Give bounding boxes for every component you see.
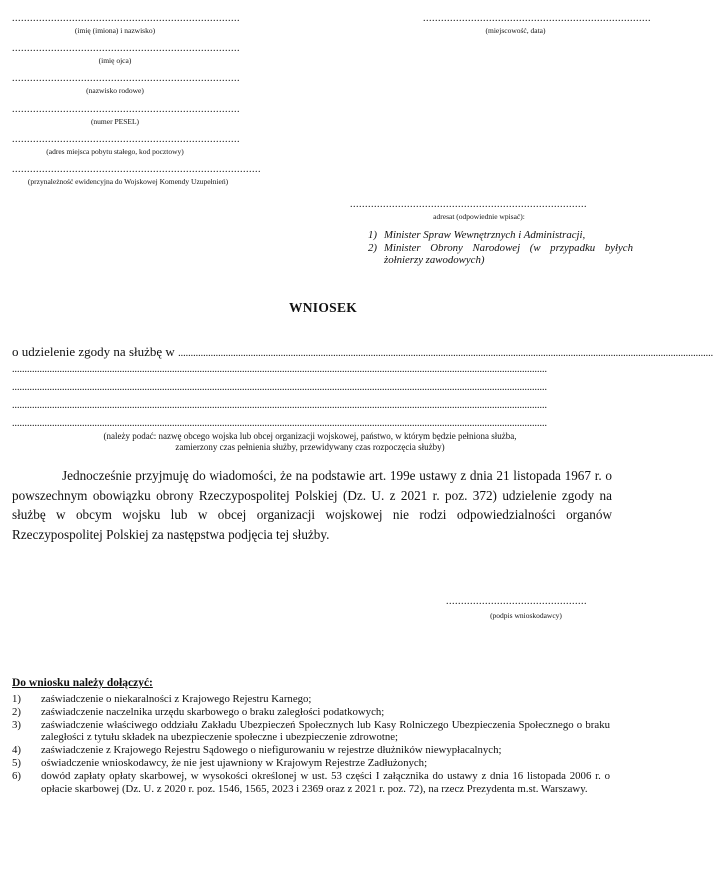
father-name-field[interactable]: ............................................................................ xyxy=(12,43,240,54)
attachment-number: 4) xyxy=(12,744,21,757)
place-date-field[interactable]: ............................................................................ xyxy=(423,13,651,24)
attachment-item xyxy=(12,744,610,757)
attachment-text: zaświadczenie z Krajowego Rejestru Sądowego o niefigurowaniu w rejestrze dłużników niewypłacalnych; xyxy=(41,744,502,757)
attachment-number: 1) xyxy=(12,693,21,705)
family-name-caption: (nazwisko rodowe) xyxy=(86,86,144,95)
attachment-number: 2) xyxy=(12,705,21,718)
attachments-list xyxy=(12,693,610,795)
statement-paragraph: Jednocześnie przyjmuję do wiadomości, że na podstawie art. 199e ustawy z dnia 21 listopada 1967 r. o powszechnym obowiązku obrony Rzeczypospolitej Polskiej (Dz. U. z 2021 r. poz. 372) udzielenie zgody na służbę w obcym wojsku lub w obcej organizacji wojskowej nie rodzi odpowiedzialności organów Rzeczypospolitej Polskiej za następstwa podjęcia tej służby. xyxy=(12,468,612,542)
attachment-item xyxy=(12,757,610,770)
document-title: WNIOSEK xyxy=(288,300,358,315)
wku-field[interactable]: ................................................................................... xyxy=(12,164,261,175)
place-date-caption: (miejscowość, data) xyxy=(485,26,546,35)
address-field[interactable]: ............................................................................ xyxy=(12,134,240,145)
father-name-caption: (imię ojca) xyxy=(98,56,132,65)
request-dots: ...................................................................................................................................................................................................................... xyxy=(178,348,713,359)
attachment-item xyxy=(12,693,610,706)
attachment-text: zaświadczenie o niekaralności z Krajowego Rejestru Karnego; xyxy=(41,693,312,705)
addressee-option-number: 2) xyxy=(368,241,377,254)
attachment-text: zaświadczenie właściwego oddziału Zakładu Ubezpieczeń Społecznych lub Kasy Rolniczego Ubezpieczenia Społecznego o braku zaległości z tytułu składek na ubezpieczenie społeczne i ubezpieczenie zdrowotne; xyxy=(41,718,610,744)
attachment-text: dowód zapłaty opłaty skarbowej, w wysokości określonej w ust. 53 części I załącznika do ustawy z dnia 16 listopada 2006 r. o opłacie skarbowej (Dz. U. z 2020 r. poz. 1546, 1565, 2023 i 2369 oraz z 2021 r. poz. 72), na rzecz Prezydenta m.st. Warszawy. xyxy=(41,769,610,795)
attachment-item xyxy=(12,770,610,796)
attachment-number: 3) xyxy=(12,718,21,731)
attachment-text: zaświadczenie naczelnika urzędu skarbowego o braku zaległości podatkowych; xyxy=(41,705,385,718)
request-line-3[interactable]: ...................................................................................................................................................................................................................... xyxy=(12,382,547,393)
addressee-option-text: Minister Spraw Wewnętrznych i Administracji, xyxy=(384,229,586,241)
name-caption: (imię (imiona) i nazwisko) xyxy=(74,26,156,35)
addressee-option-number: 1) xyxy=(368,229,377,241)
attachment-item xyxy=(12,719,610,745)
request-line-5[interactable]: ...................................................................................................................................................................................................................... xyxy=(12,418,547,429)
request-caption-line-1: (należy podać: nazwę obcego wojska lub obcej organizacji wojskowej, państwo, w którym będzie pełniona służba, xyxy=(103,431,517,441)
signature-field[interactable]: ............................................... xyxy=(446,596,587,607)
attachment-number: 5) xyxy=(12,756,21,769)
signature-caption: (podpis wnioskodawcy) xyxy=(490,611,562,620)
attachment-number: 6) xyxy=(12,769,21,782)
request-caption-line-2: zamierzony czas pełnienia służby, przewidywany czas rozpoczęcia służby) xyxy=(175,442,445,452)
wku-caption: (przynależność ewidencyjna do Wojskowej Komendy Uzupełnień) xyxy=(27,177,229,186)
request-line-2[interactable]: ...................................................................................................................................................................................................................... xyxy=(12,364,547,375)
attachments-heading: Do wniosku należy dołączyć: xyxy=(12,677,153,689)
request-first-line[interactable] xyxy=(12,344,713,361)
pesel-field[interactable]: ............................................................................ xyxy=(12,104,240,115)
family-name-field[interactable]: ............................................................................ xyxy=(12,73,240,84)
attachment-item xyxy=(12,706,610,719)
address-caption: (adres miejsca pobytu stałego, kod pocztowy) xyxy=(46,147,184,156)
addressee-caption: adresat (odpowiednie wpisać): xyxy=(433,212,525,221)
name-field[interactable]: ............................................................................ xyxy=(12,13,240,24)
addressee-field[interactable]: ............................................................................... xyxy=(350,199,587,210)
pesel-caption: (numer PESEL) xyxy=(90,117,140,126)
addressee-option-2 xyxy=(368,242,633,267)
addressee-option-text: Minister Obrony Narodowej (w przypadku byłych żołnierzy zawodowych) xyxy=(384,241,633,266)
addressee-option-1 xyxy=(368,229,633,242)
attachment-text: oświadczenie wnioskodawcy, że nie jest ujawniony w Krajowym Rejestrze Zadłużonych; xyxy=(41,756,428,769)
request-line-4[interactable]: ...................................................................................................................................................................................................................... xyxy=(12,400,547,411)
request-prefix: o udzielenie zgody na służbę w xyxy=(12,344,175,359)
addressee-options xyxy=(368,229,633,267)
